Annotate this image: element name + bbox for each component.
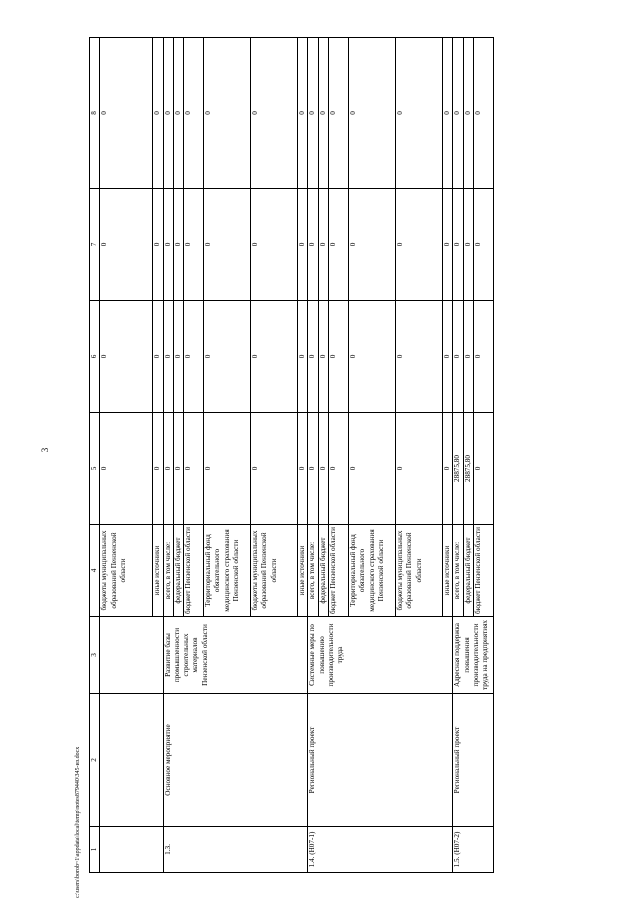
header-cell: 3: [90, 617, 100, 694]
section-descr-cell: [100, 617, 163, 694]
funding-source-cell: федеральный бюджет: [318, 525, 328, 617]
value-cell: 0: [473, 301, 493, 413]
section-num-cell: [100, 827, 163, 873]
value-cell: 0: [298, 413, 308, 525]
section-num-cell: 1.5. (Н07-2): [453, 827, 494, 873]
value-cell: 0: [298, 189, 308, 301]
funding-source-cell: федеральный бюджет: [173, 525, 183, 617]
value-cell: 0: [318, 38, 328, 189]
header-cell: 4: [90, 525, 100, 617]
value-cell: 0: [308, 413, 318, 525]
value-cell: 0: [100, 413, 153, 525]
section-num-cell: 1.4. (Н07-1): [308, 827, 453, 873]
funding-source-cell: федеральный бюджет: [463, 525, 473, 617]
funding-source-cell: всего, в том числе:: [453, 525, 463, 617]
value-cell: 0: [318, 413, 328, 525]
funding-source-cell: Территориальный фонд обязательного медицинского страхования Пензенской области: [204, 525, 251, 617]
value-cell: 0: [184, 301, 204, 413]
value-cell: 0: [204, 413, 251, 525]
value-cell: 0: [100, 301, 153, 413]
rotated-table-frame: [89, 38, 608, 873]
header-cell: 8: [90, 38, 100, 189]
value-cell: 0: [173, 189, 183, 301]
funding-source-cell: всего, в том числе:: [163, 525, 173, 617]
value-cell: 0: [473, 38, 493, 189]
value-cell: 0: [329, 301, 349, 413]
value-cell: 0: [204, 189, 251, 301]
value-cell: 0: [153, 38, 163, 189]
value-cell: 0: [349, 301, 396, 413]
value-cell: 0: [184, 38, 204, 189]
value-cell: 0: [100, 189, 153, 301]
table-row: [453, 38, 463, 873]
header-cell: 1: [90, 827, 100, 873]
value-cell: 28875,80: [463, 413, 473, 525]
value-cell: 0: [329, 38, 349, 189]
section-name-cell: Региональный проект: [308, 694, 453, 827]
section-descr-cell: Системные меры по повышению производительности труда: [308, 617, 453, 694]
value-cell: 0: [308, 301, 318, 413]
table-row: [163, 38, 173, 873]
value-cell: 0: [173, 38, 183, 189]
value-cell: 0: [298, 301, 308, 413]
value-cell: 0: [100, 38, 153, 189]
value-cell: 0: [308, 38, 318, 189]
value-cell: 0: [396, 413, 443, 525]
value-cell: 0: [396, 38, 443, 189]
budget-table: [89, 37, 494, 873]
value-cell: 0: [163, 38, 173, 189]
value-cell: 0: [443, 189, 453, 301]
value-cell: 0: [308, 189, 318, 301]
value-cell: 0: [349, 189, 396, 301]
value-cell: 0: [251, 38, 298, 189]
value-cell: 0: [251, 413, 298, 525]
value-cell: 0: [453, 301, 463, 413]
value-cell: 0: [163, 413, 173, 525]
value-cell: 28875,80: [453, 413, 463, 525]
footer-file-path: c:\users\borob~1\appdata\local\temp\notes879440\345-из.docx: [75, 746, 81, 898]
funding-source-cell: бюджет Пензенской области: [184, 525, 204, 617]
value-cell: 0: [153, 189, 163, 301]
value-cell: 0: [463, 189, 473, 301]
value-cell: 0: [184, 189, 204, 301]
value-cell: 0: [473, 413, 493, 525]
value-cell: 0: [173, 413, 183, 525]
funding-source-cell: бюджет Пензенской области: [329, 525, 349, 617]
value-cell: 0: [329, 413, 349, 525]
header-row: [90, 38, 100, 873]
value-cell: 0: [443, 413, 453, 525]
funding-source-cell: Территориальный фонд обязательного медицинского страхования Пензенской области: [349, 525, 396, 617]
table-row: [308, 38, 318, 873]
value-cell: 0: [298, 38, 308, 189]
funding-source-cell: бюджет Пензенской области: [473, 525, 493, 617]
header-cell: 2: [90, 694, 100, 827]
section-descr-cell: Развитие базы промышленности строительных материалов Пензенской области: [163, 617, 308, 694]
value-cell: 0: [153, 301, 163, 413]
value-cell: 0: [163, 301, 173, 413]
table-row: [100, 38, 153, 873]
table-body: [90, 38, 494, 873]
section-name-cell: [100, 694, 163, 827]
value-cell: 0: [184, 413, 204, 525]
page-number: 3: [40, 447, 50, 453]
funding-source-cell: иные источники: [153, 525, 163, 617]
value-cell: 0: [443, 301, 453, 413]
value-cell: 0: [453, 189, 463, 301]
value-cell: 0: [204, 38, 251, 189]
value-cell: 0: [318, 301, 328, 413]
value-cell: 0: [396, 189, 443, 301]
header-cell: 6: [90, 301, 100, 413]
value-cell: 0: [173, 301, 183, 413]
funding-source-cell: всего, в том числе:: [308, 525, 318, 617]
value-cell: 0: [153, 413, 163, 525]
value-cell: 0: [329, 189, 349, 301]
value-cell: 0: [204, 301, 251, 413]
value-cell: 0: [349, 413, 396, 525]
header-cell: 5: [90, 413, 100, 525]
value-cell: 0: [463, 301, 473, 413]
funding-source-cell: бюджеты муниципальных образований Пензенской области: [251, 525, 298, 617]
header-cell: 7: [90, 189, 100, 301]
section-name-cell: Основное мероприятие: [163, 694, 308, 827]
section-name-cell: Региональный проект: [453, 694, 494, 827]
value-cell: 0: [473, 189, 493, 301]
funding-source-cell: бюджеты муниципальных образований Пензенской области: [396, 525, 443, 617]
funding-source-cell: иные источники: [443, 525, 453, 617]
funding-source-cell: бюджеты муниципальных образований Пензенской области: [100, 525, 153, 617]
value-cell: 0: [251, 301, 298, 413]
value-cell: 0: [349, 38, 396, 189]
value-cell: 0: [163, 189, 173, 301]
funding-source-cell: иные источники: [298, 525, 308, 617]
value-cell: 0: [318, 189, 328, 301]
value-cell: 0: [251, 189, 298, 301]
value-cell: 0: [396, 301, 443, 413]
value-cell: 0: [463, 38, 473, 189]
value-cell: 0: [443, 38, 453, 189]
section-num-cell: 1.3.: [163, 827, 308, 873]
value-cell: 0: [453, 38, 463, 189]
section-descr-cell: Адресная поддержка повышения производительности труда на предприятиях: [453, 617, 494, 694]
